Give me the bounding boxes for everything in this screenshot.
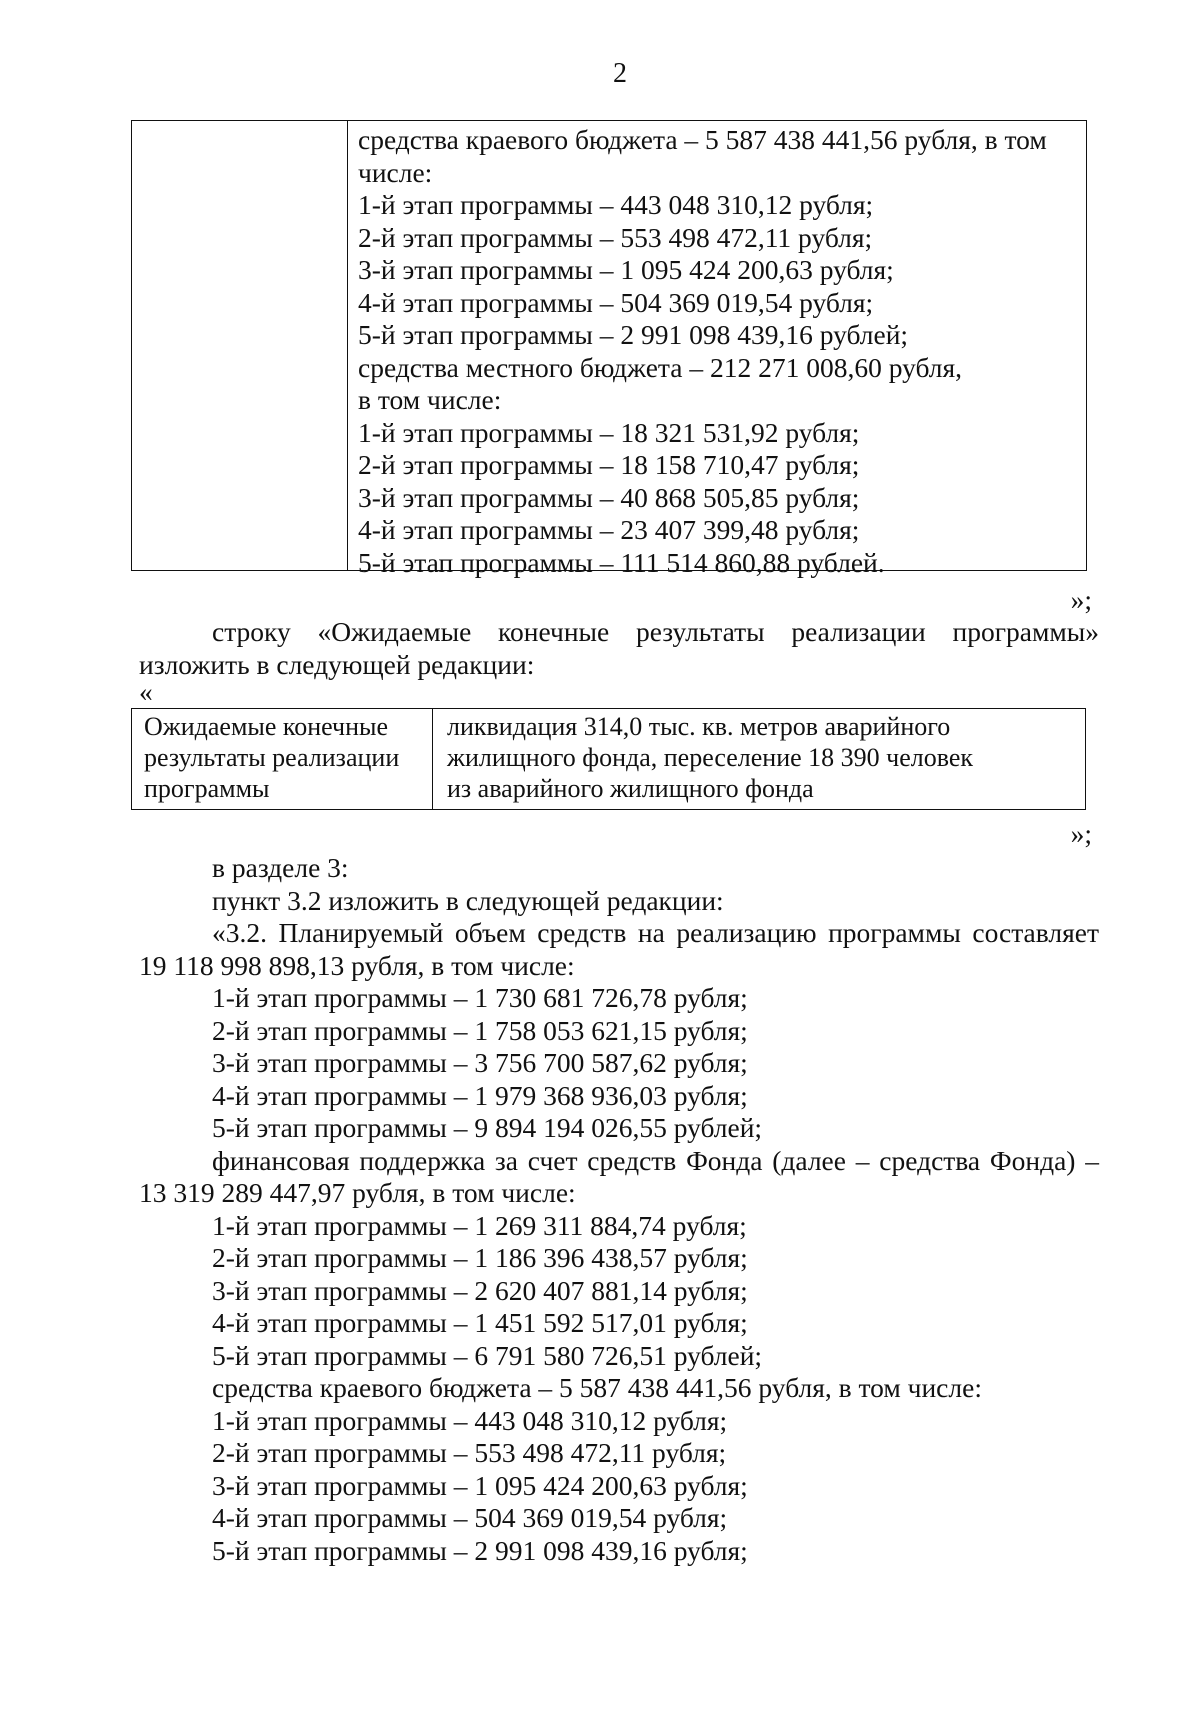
- stage-line: 4-й этап программы – 504 369 019,54 рубля;: [212, 1502, 728, 1533]
- paragraph-line: 19 118 998 898,13 рубля, в том числе:: [139, 949, 575, 981]
- table-line: 5-й этап программы – 2 991 098 439,16 рублей;: [358, 319, 909, 350]
- table-line: 1-й этап программы – 18 321 531,92 рубля;: [358, 416, 860, 448]
- closing-quote-mark: »;: [1070, 584, 1092, 615]
- paragraph-line: «3.2. Планируемый объем средств на реализацию программы составляет: [212, 917, 1099, 948]
- stage-line: 1-й этап программы – 443 048 310,12 рубля;: [212, 1404, 728, 1436]
- table-line: средства краевого бюджета – 5 587 438 441,56 рубля, в том: [358, 124, 1047, 155]
- results-table-label-cell: [132, 709, 433, 809]
- funding-table-left-cell: [132, 121, 348, 570]
- stage-line: 1-й этап программы – 1 269 311 884,74 рубля;: [212, 1209, 747, 1241]
- stage-line: 1-й этап программы – 1 730 681 726,78 рубля;: [212, 982, 748, 1013]
- table-value-line: ликвидация 314,0 тыс. кв. метров аварийного: [447, 712, 951, 741]
- results-table-value-cell: [447, 711, 973, 804]
- table-label-line: Ожидаемые конечные: [144, 712, 389, 741]
- table-line: средства местного бюджета – 212 271 008,60 рубля,: [358, 351, 963, 383]
- instruction-line: изложить в следующей редакции:: [139, 648, 535, 680]
- table-line: 2-й этап программы – 18 158 710,47 рубля;: [358, 449, 860, 480]
- table-line: числе:: [358, 156, 433, 188]
- page-number: 2: [613, 58, 627, 89]
- section-heading: в разделе 3:: [212, 852, 349, 883]
- stage-line: 2-й этап программы – 1 186 396 438,57 рубля;: [212, 1242, 748, 1273]
- results-table: [131, 708, 1086, 810]
- table-line: 4-й этап программы – 23 407 399,48 рубля;: [358, 514, 860, 545]
- table-label-line: программы: [144, 774, 270, 803]
- stage-line: 5-й этап программы – 6 791 580 726,51 рублей;: [212, 1339, 763, 1371]
- instruction-paragraph: [139, 616, 1099, 681]
- section-3-body: [139, 852, 1099, 1567]
- funding-table: [131, 120, 1087, 578]
- table-line: 2-й этап программы – 553 498 472,11 рубля;: [358, 221, 873, 253]
- stage-line: 5-й этап программы – 9 894 194 026,55 рублей;: [212, 1112, 763, 1143]
- stage-line: 2-й этап программы – 553 498 472,11 рубля;: [212, 1437, 727, 1468]
- table-line: в том числе:: [358, 384, 502, 415]
- table-line: 3-й этап программы – 40 868 505,85 рубля;: [358, 481, 860, 513]
- stage-line: 3-й этап программы – 3 756 700 587,62 рубля;: [212, 1047, 748, 1078]
- point-instruction: пункт 3.2 изложить в следующей редакции:: [212, 884, 724, 916]
- table-value-line: жилищного фонда, переселение 18 390 человек: [447, 743, 974, 772]
- table-line: 5-й этап программы – 111 514 860,88 рублей.: [358, 546, 885, 578]
- opening-quote-mark: «: [139, 676, 153, 707]
- table-line: 1-й этап программы – 443 048 310,12 рубля;: [358, 189, 874, 220]
- stage-line: 3-й этап программы – 2 620 407 881,14 рубля;: [212, 1274, 748, 1306]
- table-label-line: результаты реализации: [144, 743, 400, 772]
- funding-table-right-cell: [358, 124, 1047, 579]
- stage-line: 2-й этап программы – 1 758 053 621,15 рубля;: [212, 1014, 748, 1046]
- closing-quote-mark: »;: [1070, 818, 1092, 849]
- table-line: 3-й этап программы – 1 095 424 200,63 рубля;: [358, 254, 894, 285]
- table-value-line: из аварийного жилищного фонда: [447, 774, 814, 803]
- stage-line: 4-й этап программы – 1 451 592 517,01 рубля;: [212, 1307, 748, 1338]
- stage-line: 3-й этап программы – 1 095 424 200,63 рубля;: [212, 1469, 748, 1501]
- paragraph-line: 13 319 289 447,97 рубля, в том числе:: [139, 1177, 576, 1208]
- stage-line: 5-й этап программы – 2 991 098 439,16 рубля;: [212, 1534, 748, 1566]
- paragraph-line: финансовая поддержка за счет средств Фонда (далее – средства Фонда) –: [212, 1144, 1099, 1176]
- table-line: 4-й этап программы – 504 369 019,54 рубля;: [358, 286, 874, 318]
- instruction-line: строку «Ожидаемые конечные результаты реализации программы»: [212, 616, 1099, 647]
- paragraph-line: средства краевого бюджета – 5 587 438 441,56 рубля, в том числе:: [212, 1372, 982, 1403]
- stage-line: 4-й этап программы – 1 979 368 936,03 рубля;: [212, 1079, 748, 1111]
